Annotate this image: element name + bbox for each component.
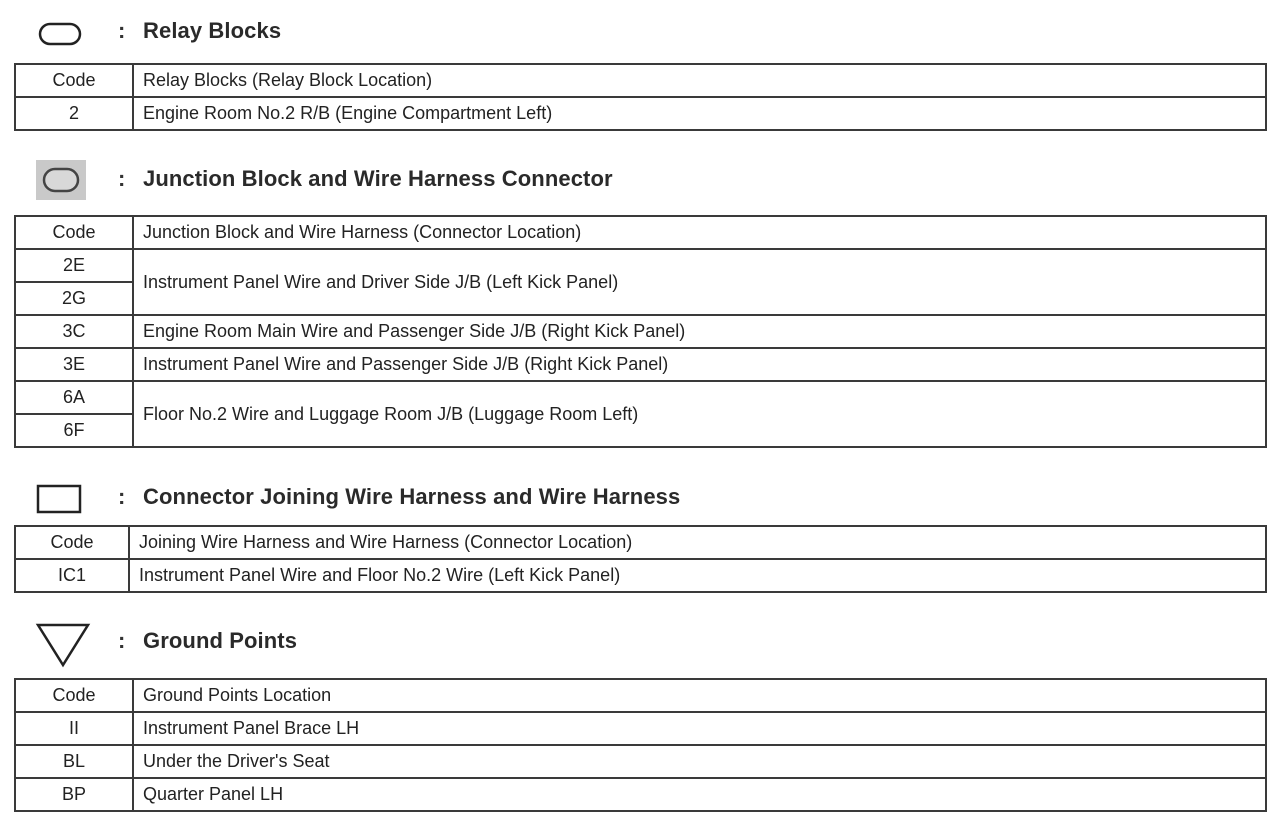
location-header: Ground Points Location — [133, 679, 1266, 712]
code-header: Code — [15, 679, 133, 712]
code-cell: 6F — [15, 414, 133, 447]
table-header-row — [15, 679, 1266, 712]
location-header: Junction Block and Wire Harness (Connector Location) — [133, 216, 1266, 249]
junction-block-symbol-icon — [36, 160, 86, 200]
table-header-row — [15, 64, 1266, 97]
connector-symbol-icon — [36, 484, 82, 514]
code-cell: IC1 — [15, 559, 129, 592]
section-title: Ground Points — [143, 628, 298, 653]
code-cell: II — [15, 712, 133, 745]
description-cell: Under the Driver's Seat — [133, 745, 1266, 778]
relay-block-symbol-icon — [38, 22, 82, 46]
table-row — [15, 315, 1266, 348]
table-row — [15, 712, 1266, 745]
heading-colon: : — [118, 166, 126, 191]
description-cell: Instrument Panel Wire and Passenger Side J/B (Right Kick Panel) — [133, 348, 1266, 381]
code-cell: BL — [15, 745, 133, 778]
section-title: Junction Block and Wire Harness Connector — [143, 166, 613, 191]
ground-points-heading — [0, 622, 1280, 662]
code-cell: 2 — [15, 97, 133, 130]
location-header: Joining Wire Harness and Wire Harness (Connector Location) — [129, 526, 1266, 559]
heading-colon: : — [118, 484, 126, 509]
table-row — [15, 559, 1266, 592]
relay-blocks-table — [14, 63, 1267, 131]
code-cell: 3C — [15, 315, 133, 348]
heading-colon: : — [118, 18, 126, 43]
junction-block-table — [14, 215, 1267, 448]
connector-heading — [0, 478, 1280, 518]
ground-point-symbol-icon — [34, 622, 92, 668]
code-cell: 2G — [15, 282, 133, 315]
code-cell: 2E — [15, 249, 133, 282]
table-row — [15, 745, 1266, 778]
heading-colon: : — [118, 628, 126, 653]
ground-points-table — [14, 678, 1267, 812]
code-cell: 6A — [15, 381, 133, 414]
description-cell: Engine Room Main Wire and Passenger Side J/B (Right Kick Panel) — [133, 315, 1266, 348]
junction-block-heading — [0, 160, 1280, 200]
table-header-row — [15, 216, 1266, 249]
section-title: Connector Joining Wire Harness and Wire Harness — [143, 484, 681, 509]
description-cell: Instrument Panel Wire and Floor No.2 Wire (Left Kick Panel) — [129, 559, 1266, 592]
table-row — [15, 348, 1266, 381]
table-row — [15, 249, 1266, 282]
table-row — [15, 778, 1266, 811]
table-row — [15, 381, 1266, 414]
location-header: Relay Blocks (Relay Block Location) — [133, 64, 1266, 97]
description-cell: Instrument Panel Brace LH — [133, 712, 1266, 745]
table-header-row — [15, 526, 1266, 559]
section-title: Relay Blocks — [143, 18, 282, 43]
description-cell: Instrument Panel Wire and Driver Side J/B (Left Kick Panel) — [133, 249, 1266, 315]
description-cell: Quarter Panel LH — [133, 778, 1266, 811]
description-cell: Engine Room No.2 R/B (Engine Compartment Left) — [133, 97, 1266, 130]
table-row — [15, 97, 1266, 130]
code-cell: BP — [15, 778, 133, 811]
code-header: Code — [15, 64, 133, 97]
connector-table — [14, 525, 1267, 593]
description-cell: Floor No.2 Wire and Luggage Room J/B (Luggage Room Left) — [133, 381, 1266, 447]
relay-blocks-heading — [0, 12, 1280, 52]
code-header: Code — [15, 216, 133, 249]
code-header: Code — [15, 526, 129, 559]
code-cell: 3E — [15, 348, 133, 381]
